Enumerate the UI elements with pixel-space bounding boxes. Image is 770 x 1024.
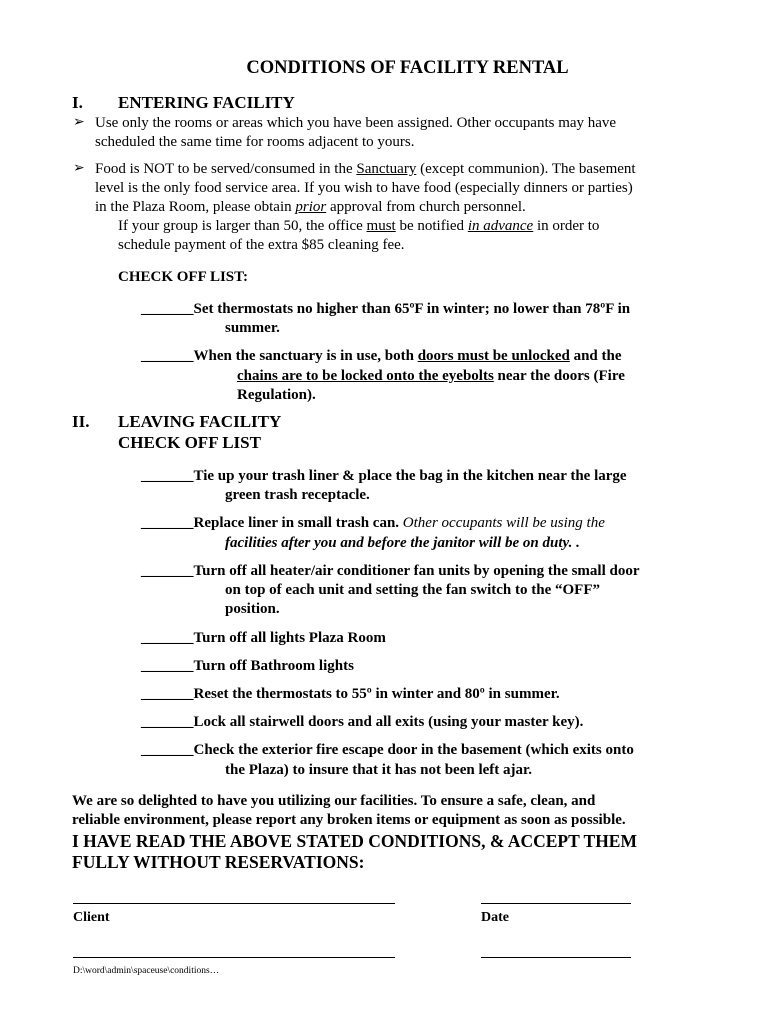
- item-text: near the doors (Fire: [493, 368, 625, 384]
- text-run: approval from church personnel.: [326, 199, 526, 215]
- checklist-heading: CHECK OFF LIST:: [118, 269, 249, 285]
- section-2-heading: LEAVING FACILITY: [118, 412, 282, 431]
- checklist-item-line-2: on top of each unit and setting the fan switch to the “OFF”: [225, 582, 601, 598]
- checklist-item-line-1: [141, 466, 627, 486]
- section-1-heading: ENTERING FACILITY: [118, 93, 295, 112]
- second-date-line[interactable]: [481, 957, 631, 958]
- checklist-item-line-1: [141, 684, 560, 704]
- checklist-item-line-1: [141, 656, 354, 676]
- item-text: Turn off all heater/air conditioner fan units by opening the small door: [193, 563, 640, 579]
- acknowledgement-line-1: I HAVE READ THE ABOVE STATED CONDITIONS, & ACCEPT THEM: [72, 831, 637, 851]
- file-path-footer: D:\word\admin\spaceuse\conditions…: [73, 966, 220, 976]
- text-run: be notified: [395, 218, 468, 234]
- second-signature-line[interactable]: [73, 957, 395, 958]
- text-run: in the Plaza Room, please obtain: [95, 199, 296, 215]
- checklist-item-line-3: position.: [225, 601, 280, 617]
- date-label: Date: [481, 910, 509, 925]
- checklist-item-line-2: the Plaza) to insure that it has not been left ajar.: [225, 762, 533, 778]
- checklist-item-line-2: green trash receptacle.: [225, 487, 370, 503]
- underlined-text: Sanctuary: [356, 161, 417, 177]
- bullet-2-line-3: [95, 198, 526, 217]
- checklist-item-line-3: Regulation).: [237, 387, 316, 403]
- checkbox-blank: _______: [141, 468, 194, 484]
- checklist-item-line-2: [237, 366, 625, 386]
- item-text: Turn off Bathroom lights: [193, 658, 354, 674]
- arrow-bullet-icon: ➢: [73, 115, 85, 130]
- checkbox-blank: _______: [141, 714, 194, 730]
- checkbox-blank: _______: [141, 301, 194, 317]
- checkbox-blank: _______: [141, 630, 194, 646]
- item-text: Replace liner in small trash can.: [193, 515, 403, 531]
- checklist-item-line-1: [141, 712, 583, 732]
- bullet-2-line-2: level is the only food service area. If you wish to have food (especially dinners or parties): [95, 180, 633, 196]
- acknowledgement-line-2: FULLY WITHOUT RESERVATIONS:: [72, 852, 365, 872]
- item-text: Set thermostats no higher than 65ºF in winter; no lower than 78ºF in: [193, 301, 631, 317]
- checklist-item-line-1: [141, 628, 386, 648]
- checklist-item-line-2: facilities after you and before the janitor will be on duty. .: [225, 535, 580, 551]
- bullet-1-line-2: scheduled the same time for rooms adjacent to yours.: [95, 134, 415, 150]
- checklist-item-line-1: [141, 346, 622, 366]
- italic-text: Other occupants will be using the: [402, 515, 605, 531]
- item-text: Lock all stairwell doors and all exits (using your master key).: [193, 714, 584, 730]
- closing-line-1: We are so delighted to have you utilizing our facilities. To ensure a safe, clean, and: [72, 793, 596, 809]
- underlined-text: must: [366, 218, 396, 234]
- checkbox-blank: _______: [141, 515, 194, 531]
- document-title: CONDITIONS OF FACILITY RENTAL: [246, 58, 569, 78]
- bullet-2-line-4: [118, 217, 599, 236]
- item-text: Reset the thermostats to 55º in winter and 80º in summer.: [193, 686, 560, 702]
- underlined-italic-text: prior: [295, 199, 327, 215]
- text-run: (except communion). The basement: [416, 161, 636, 177]
- checkbox-blank: _______: [141, 742, 194, 758]
- underlined-italic-text: in advance: [467, 218, 534, 234]
- bullet-2-line-5: schedule payment of the extra $85 cleaning fee.: [118, 237, 405, 253]
- text-run: in order to: [533, 218, 600, 234]
- checklist-item-line-1: [141, 561, 640, 581]
- bullet-1-line-1: Use only the rooms or areas which you have been assigned. Other occupants may have: [95, 115, 617, 131]
- item-text: and the: [569, 348, 622, 364]
- checklist-item-line-1: [141, 513, 605, 533]
- date-signature-line[interactable]: [481, 903, 631, 904]
- arrow-bullet-icon: ➢: [73, 161, 85, 176]
- closing-line-2: reliable environment, please report any broken items or equipment as soon as possible.: [72, 812, 626, 828]
- checkbox-blank: _______: [141, 686, 194, 702]
- item-text: Check the exterior fire escape door in the basement (which exits onto: [193, 742, 634, 758]
- checkbox-blank: _______: [141, 348, 194, 364]
- item-text: Turn off all lights Plaza Room: [193, 630, 386, 646]
- section-1-numeral: I.: [72, 93, 83, 112]
- section-2-numeral: II.: [72, 412, 90, 431]
- checkbox-blank: _______: [141, 658, 194, 674]
- section-2-subheading: CHECK OFF LIST: [118, 433, 261, 452]
- item-text: When the sanctuary is in use, both: [193, 348, 418, 364]
- checklist-item-line-2: summer.: [225, 320, 280, 336]
- checkbox-blank: _______: [141, 563, 194, 579]
- client-label: Client: [73, 910, 110, 925]
- checklist-item-line-1: [141, 740, 634, 760]
- bullet-2-line-1: [95, 160, 636, 179]
- underlined-text: chains are to be locked onto the eyebolts: [237, 368, 494, 384]
- underlined-text: doors must be unlocked: [417, 348, 570, 364]
- checklist-item-line-1: [141, 299, 630, 319]
- item-text: Tie up your trash liner & place the bag in the kitchen near the large: [193, 468, 627, 484]
- text-run: If your group is larger than 50, the office: [118, 218, 367, 234]
- client-signature-line[interactable]: [73, 903, 395, 904]
- text-run: Food is NOT to be served/consumed in the: [95, 161, 357, 177]
